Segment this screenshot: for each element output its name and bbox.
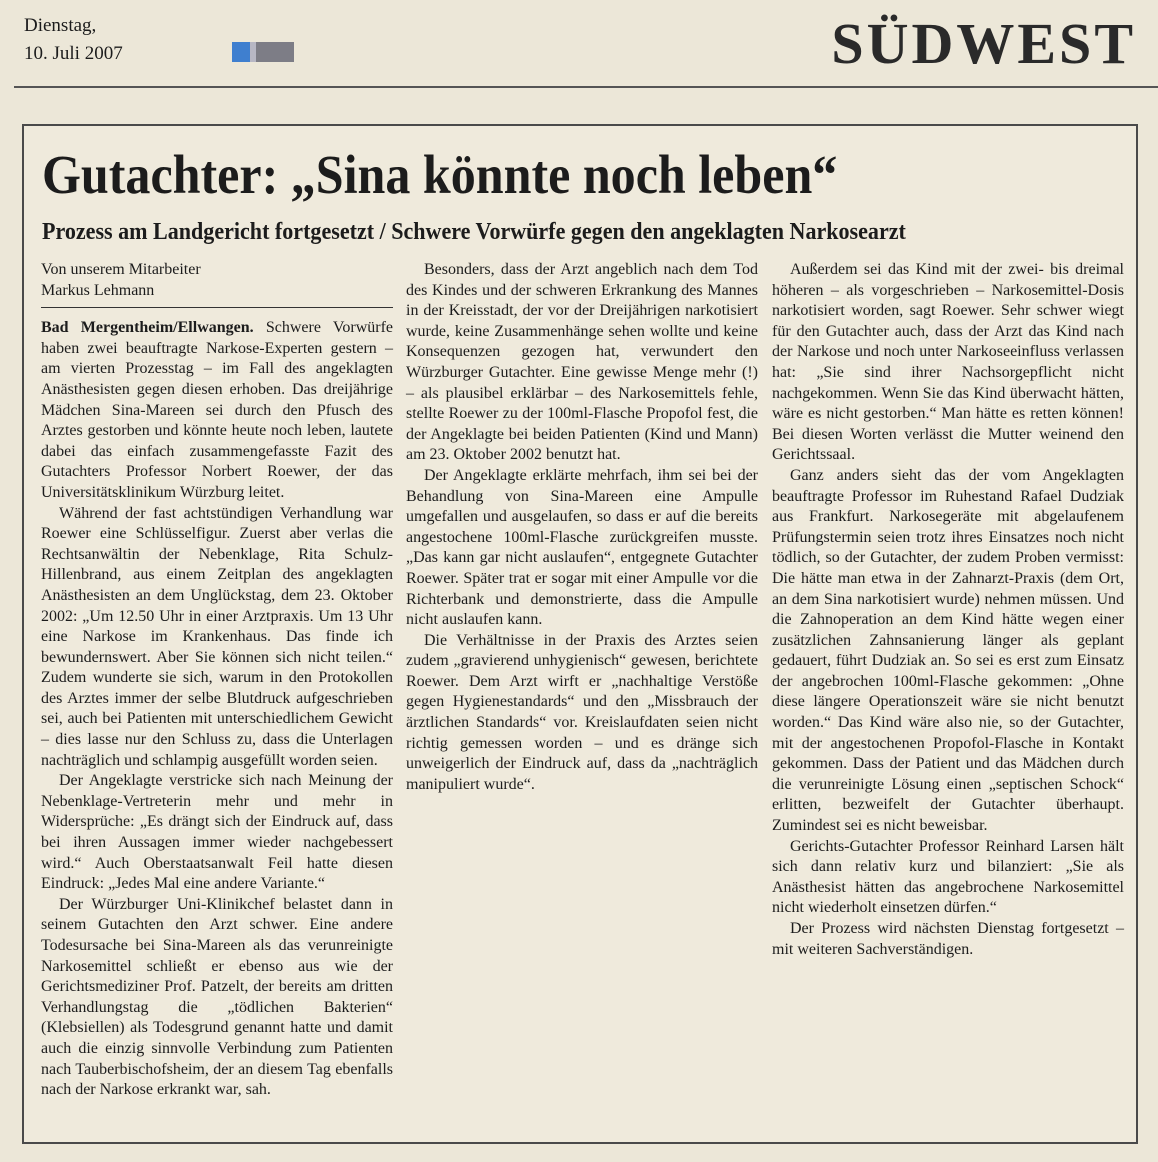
paragraph: Der Würzburger Uni-Klinikchef belastet dann in seinem Gutachten den Arzt schwer. Eine andere Todesursache bei Sina-Mareen als das verunreinigte Narkosemittel schließt er ebenso aus wie der Gerichtsmediziner Prof. Patzelt, der bereits am dritten Verhandlungstag die „tödlichen Bakterien“ (Klebsiellen) als Todesgrund genannt hatte und damit auch die einzig sinnvolle Verbindung zum Patienten nach Tauberbischofsheim, der an diesem Tag ebenfalls nach der Narkose erkrankt war, sah. (41, 895, 393, 1099)
paragraph: Ganz anders sieht das der vom Angeklagten beauftragte Professor im Ruhestand Rafael Dudziak aus Frankfurt. Narkosegeräte mit abgelaufenem Prüfungstermin seien trotz ihres Einsatzes noch nicht tödlich, so der Gutachter, der zudem Proben vermisst: Die hätte man etwa in der Zahnarzt-Praxis (dem Ort, an dem Sina narkotisiert wurde) nehmen müssen. Und die Zahnoperation an dem Kind hätte wegen einer zusätzlichen Zahnsanierung länger als geplant gedauert, führt Dudziak an. So sei es erst zum Einsatz der angebrochen 100ml-Flasche gekommen: „Ohne diese längere Operationszeit wäre sie nicht benutzt worden.“ Das Kind wäre also nie, so der Gutachter, mit der angestochenen Propofol-Flasche in Kontakt gekommen. Dass der Patient und das Mädchen durch die verunreinigte Lösung einen „septischen Schock“ erlitten, bezweifelt der Gutachter überhaupt. Zumindest sei es nicht beweisbar. (772, 466, 1124, 835)
paragraph: Besonders, dass der Arzt angeblich nach dem Tod des Kindes und der schweren Erkrankung des Mannes in der Kreisstadt, der vor der Dreijährigen narkotisiert wurde, keine Zusammenhänge sehen wollte und keine Konsequenzen gezogen hat, verwundert den Würzburger Gutachter. Eine gewisse Menge mehr (!) – als plausibel erklärbar – des Narkosemittels fehle, stellte Roewer zu der 100ml-Flasche Propofol fest, die der Angeklagte bei beiden Patienten (Kind und Mann) am 23. Oktober 2002 benutzt hat. (406, 261, 758, 464)
article-subheadline: Prozess am Landgericht fortgesetzt / Schwere Vorwürfe gegen den angeklagten Narkosearzt (42, 218, 906, 245)
paragraph: Außerdem sei das Kind mit der zwei- bis dreimal höheren – als vorgeschrieben – Narkosemittel-Dosis narkotisiert worden, sagt Roewer. Sehr schwer wiegt für den Gutachter auch, dass der Arzt das Kind nach der Narkose und noch unter Narkoseeinfluss verlassen hat: „Sie sind ihrer Nachsorgepflicht nicht nachgekommen. Wenn Sie das Kind überwacht hätten, wäre es nicht gestorben.“ Man hätte es retten können! Bei diesen Worten verlässt die Mutter weinend den Gerichtssaal. (772, 261, 1124, 464)
text-column-3 (772, 260, 1124, 960)
header-divider (14, 86, 1158, 88)
paragraph: Der Angeklagte erklärte mehrfach, ihm sei bei der Behandlung von Sina-Mareen eine Ampulle umgefallen und ausgelaufen, so dass er auf die bereits angestochene 100ml-Flasche zurückgreifen musste. „Das kann gar nicht auslaufen“, entgegnete Gutachter Roewer. Später trat er sogar mit einer Ampulle vor die Richterbank und demonstrierte, dass die Ampulle nicht auslaufen kann. (406, 466, 758, 629)
dateline: Bad Mergentheim/Ellwangen. (41, 319, 254, 337)
article-headline: Gutachter: „Sina könnte noch leben“ (42, 144, 838, 205)
paragraph: Gerichts-Gutachter Professor Reinhard Larsen hält sich dann relativ kurz und bilanziert: „Sie als Anästhesist hätten das angebrochene Narkosemittel nicht wiederholt einsetzen dürfen.“ (772, 837, 1124, 917)
text-column-2 (406, 260, 758, 795)
byline-author: Markus Lehmann (41, 281, 155, 299)
byline-role: Von unserem Mitarbeiter (41, 261, 201, 278)
paragraph: Der Angeklagte verstricke sich nach Meinung der Nebenklage-Vertreterin mehr und mehr in Widersprüche: „Es drängt sich der Eindruck auf, dass bei ihren Aussagen immer wieder nachgebessert wird.“ Auch Oberstaatsanwalt Feil hatte diesen Eindruck: „Jedes Mal eine andere Variante.“ (41, 772, 393, 893)
paragraph: Der Prozess wird nächsten Dienstag fortgesetzt – mit weiteren Sachverständigen. (772, 920, 1124, 958)
lead-text: Schwere Vorwürfe haben zwei beauftragte Narkose-Experten gestern – am vierten Prozesstag – im Fall des angeklagten Anästhesisten gegen diesen erhoben. Das dreijährige Mädchen Sina-Mareen sei durch den Pfusch des Arztes gestorben und könnte heute noch leben, lautete dabei das einfach zusammengefasste Fazit des Gutachters Professor Norbert Roewer, der das Universitätsklinikum Würzburg leitet. (41, 319, 394, 501)
date-full: 10. Juli 2007 (24, 43, 123, 64)
paragraph: Während der fast achtstündigen Verhandlung war Roewer eine Schlüsselfigur. Zuerst aber verlas die Rechtsanwältin der Nebenklage, Rita Schulz-Hillenbrand, aus einem Zeitplan des angeklagten Anästhesisten an dem Unglückstag, dem 23. Oktober 2002: „Um 12.50 Uhr in einer Arztpraxis. Um 13 Uhr eine Narkose im Krankenhaus. Das finde ich bewundernswert. Aber Sie können sich nicht teilen.“ Zudem wunderte sie sich, warum in den Protokollen des Arztes immer der selbe Blutdruck aufgeschrieben sei, auch bei Patienten mit unterschiedlichem Gewicht – dies lasse nur den Schluss zu, dass die Unterlagen nachträglich und schlampig ausgefüllt worden seien. (41, 504, 393, 769)
color-bar-icon (232, 42, 294, 62)
article-frame (22, 124, 1138, 1144)
section-title: SÜDWEST (831, 11, 1136, 76)
lead-paragraph (41, 318, 393, 503)
date-weekday: Dienstag, (24, 15, 97, 36)
page-header (0, 0, 1158, 90)
issue-date (24, 12, 123, 68)
paragraph: Die Verhältnisse in der Praxis des Arztes seien zudem „gravierend unhygienisch“ gewesen, berichtete Roewer. Dem Arzt wirft er „nachhaltige Verstöße gegen Hygienestandards“ und den „Missbrauch der ärztlichen Standards“ vor. Kreislaufdaten seien nicht richtig gemessen worden – und es dränge sich unweigerlich der Eindruck auf, dass da „nachträglich manipuliert wurde“. (406, 631, 758, 793)
text-column-1 (41, 260, 393, 1101)
byline-divider (41, 307, 393, 308)
